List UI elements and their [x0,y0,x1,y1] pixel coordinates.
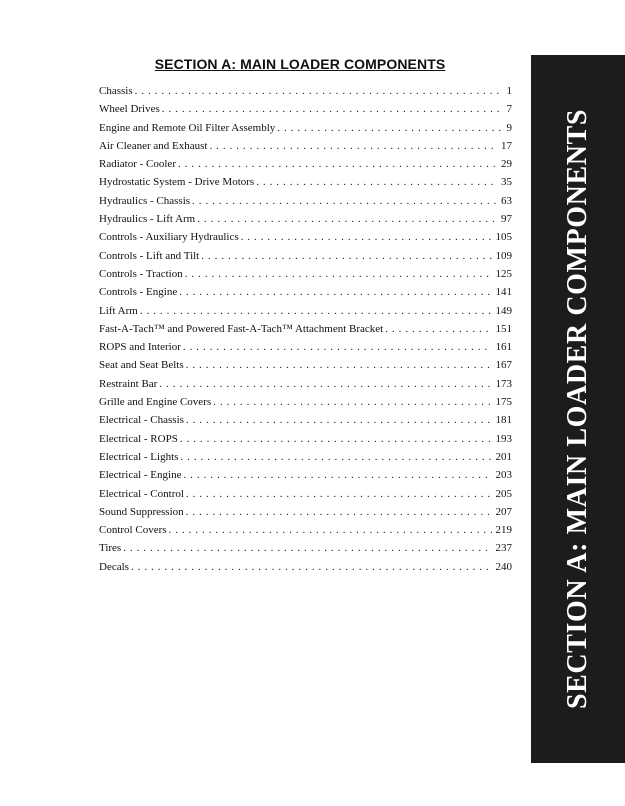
toc-entry-title: Electrical - Chassis [99,414,184,427]
dot-leader [197,210,497,228]
toc-entry-title: Hydrostatic System - Drive Motors [99,176,255,189]
toc-entry-title: Electrical - Engine [99,469,182,482]
toc-entry[interactable] [99,411,512,429]
dot-leader [159,375,491,393]
dot-leader [123,539,491,557]
toc-entry-page: 109 [495,249,512,262]
toc-entry-page: 35 [501,176,512,189]
toc-entry[interactable] [99,155,512,173]
toc-entry[interactable] [99,100,512,118]
toc-entry-title: Lift Arm [99,304,138,317]
toc-entry-title: Seat and Seat Belts [99,359,184,372]
toc-entry-page: 29 [501,158,512,171]
toc-entry[interactable] [99,375,512,393]
toc-entry-page: 149 [495,304,512,317]
toc-entry[interactable] [99,448,512,466]
toc-entry[interactable] [99,466,512,484]
dot-leader [385,320,491,338]
toc-entry-page: 173 [495,377,512,390]
side-tab-label: SECTION A: MAIN LOADER COMPONENTS [562,108,593,710]
toc-entry-page: 237 [495,542,512,555]
toc-entry-title: Hydraulics - Chassis [99,194,191,207]
toc-entry-page: 201 [495,450,512,463]
dot-leader [186,503,492,521]
toc-entry-title: Chassis [99,85,133,97]
toc-entry-page: 151 [495,322,512,335]
toc-entry-title: ROPS and Interior [99,341,181,354]
toc-entry[interactable] [99,356,512,374]
toc-entry-title: Radiator - Cooler [99,158,176,171]
toc-entry[interactable] [99,338,512,356]
toc-entry-page: 193 [495,432,512,445]
toc-entry[interactable] [99,521,512,539]
toc-entry[interactable] [99,539,512,557]
dot-leader [185,265,492,283]
toc-entry-title: Sound Suppression [99,505,184,518]
toc-entry[interactable] [99,82,512,100]
toc-entry-title: Controls - Traction [99,267,183,280]
dot-leader [179,283,491,301]
dot-leader [241,228,492,246]
dot-leader [201,247,491,265]
dot-leader [183,466,491,484]
dot-leader [162,100,503,118]
toc-entry-title: Air Cleaner and Exhaust [99,139,208,152]
toc-entry-title: Controls - Engine [99,286,178,299]
dot-leader [256,173,497,191]
toc-entry-page: 240 [495,560,512,573]
dot-leader [183,338,492,356]
toc-entry[interactable] [99,265,512,283]
toc-entry-page: 105 [495,231,512,244]
toc-entry-page: 63 [501,194,512,207]
toc-entry-title: Control Covers [99,524,167,537]
toc-entry[interactable] [99,485,512,503]
toc-entry-title: Restraint Bar [99,377,158,390]
toc-entry-page: 1 [506,85,512,97]
toc-entry-page: 141 [495,286,512,299]
dot-leader [186,485,492,503]
toc-entry-title: Decals [99,560,129,573]
toc-entry-title: Wheel Drives [99,103,160,116]
toc-entry-title: Electrical - Lights [99,450,179,463]
section-heading: SECTION A: MAIN LOADER COMPONENTS [154,56,446,72]
dot-leader [186,356,492,374]
toc-entry[interactable] [99,210,512,228]
toc-entry-page: 175 [495,396,512,409]
toc-entry-title: Tires [99,542,122,555]
toc-entry-page: 167 [495,359,512,372]
dot-leader [180,448,491,466]
section-side-tab [531,55,625,763]
toc-entry[interactable] [99,320,512,338]
toc-entry[interactable] [99,228,512,246]
dot-leader [178,155,497,173]
dot-leader [140,302,492,320]
dot-leader [131,558,492,576]
toc-entry[interactable] [99,503,512,521]
toc-entry-page: 207 [495,505,512,518]
toc-entry[interactable] [99,247,512,265]
toc-entry-title: Controls - Lift and Tilt [99,249,200,262]
dot-leader [213,393,491,411]
toc-entry-page: 17 [501,139,512,152]
toc-entry-page: 125 [495,267,512,280]
toc-entry-page: 97 [501,213,512,226]
toc-entry[interactable] [99,302,512,320]
toc-entry-page: 9 [506,121,512,134]
dot-leader [180,430,492,448]
dot-leader [169,521,492,539]
toc-entry-title: Grille and Engine Covers [99,396,212,409]
toc-entry[interactable] [99,283,512,301]
toc-entry[interactable] [99,430,512,448]
toc-entry[interactable] [99,192,512,210]
toc-entry[interactable] [99,137,512,155]
toc-entry[interactable] [99,119,512,137]
dot-leader [209,137,497,155]
toc-entry-page: 205 [495,487,512,500]
table-of-contents [99,82,512,576]
toc-entry-page: 7 [506,103,512,116]
dot-leader [186,411,492,429]
dot-leader [192,192,497,210]
toc-entry-title: Electrical - Control [99,487,184,500]
toc-entry[interactable] [99,558,512,576]
dot-leader [135,82,503,100]
toc-entry-title: Electrical - ROPS [99,432,178,445]
toc-entry[interactable] [99,393,512,411]
toc-entry-title: Controls - Auxiliary Hydraulics [99,231,239,244]
toc-entry-title: Fast-A-Tach™ and Powered Fast-A-Tach™ Attachment Bracket [99,322,384,335]
toc-entry-page: 203 [495,469,512,482]
toc-entry-title: Hydraulics - Lift Arm [99,213,196,226]
toc-entry[interactable] [99,173,512,191]
dot-leader [277,119,502,137]
toc-entry-page: 219 [495,524,512,537]
toc-entry-title: Engine and Remote Oil Filter Assembly [99,121,276,134]
toc-entry-page: 181 [495,414,512,427]
toc-entry-page: 161 [495,341,512,354]
